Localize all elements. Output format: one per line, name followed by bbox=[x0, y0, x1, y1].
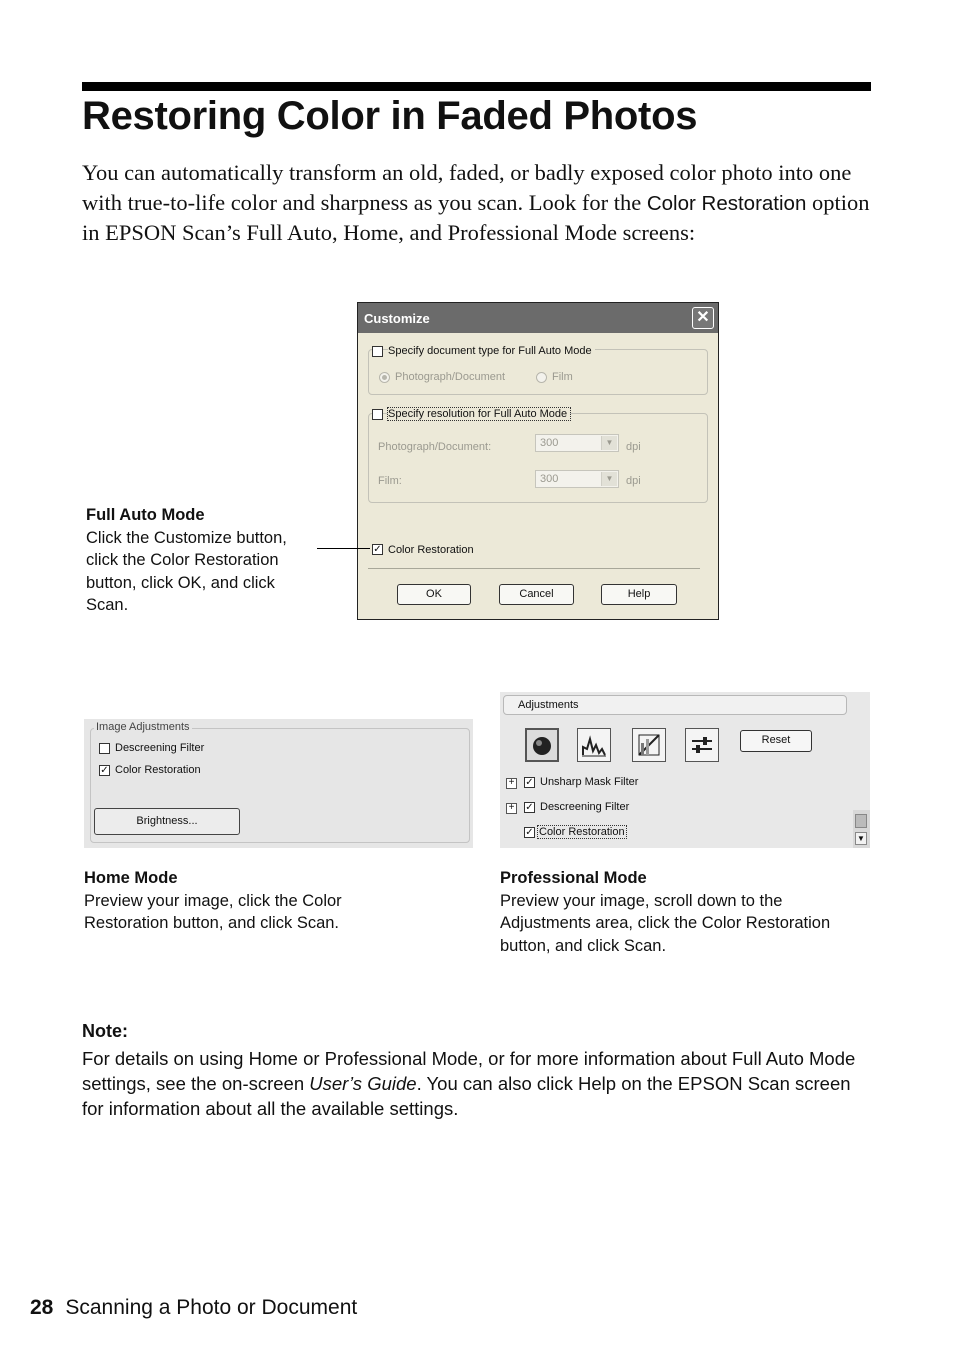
note-body bbox=[82, 1046, 872, 1121]
dpi-label-2: dpi bbox=[626, 475, 641, 487]
intro-text-2: option in EPSON Scan’s Full Auto, Home, and Professional Mode screens: bbox=[82, 189, 870, 245]
descreening-label: Descreening Filter bbox=[115, 742, 205, 754]
footer-section: Scanning a Photo or Document bbox=[65, 1296, 358, 1319]
scroll-down-icon[interactable]: ▼ bbox=[855, 832, 867, 845]
dialog-titlebar bbox=[358, 303, 718, 333]
descreening-checkbox[interactable] bbox=[99, 743, 110, 754]
film-resolution-value: 300 bbox=[540, 473, 559, 485]
caption-ui-term: Scan bbox=[623, 936, 662, 955]
caption-ui-term: Scan bbox=[296, 914, 335, 933]
ok-button[interactable]: OK bbox=[397, 584, 471, 605]
caption-text: button, click bbox=[86, 573, 178, 592]
dialog-title: Customize bbox=[364, 311, 430, 326]
histogram-icon[interactable] bbox=[577, 728, 611, 762]
expand-icon[interactable]: + bbox=[506, 778, 517, 789]
descreening-label: Descreening Filter bbox=[540, 801, 630, 813]
doc-type-label: Specify document type for Full Auto Mode bbox=[388, 345, 595, 357]
caption-ui-term: Color Restoration bbox=[701, 914, 831, 933]
resolution-group bbox=[368, 413, 708, 503]
dpi-label-1: dpi bbox=[626, 441, 641, 453]
film-label: Film: bbox=[378, 475, 402, 487]
full-auto-caption-title: Full Auto Mode bbox=[86, 506, 205, 524]
caption-text: , and click bbox=[201, 573, 275, 592]
full-auto-caption-body bbox=[86, 527, 318, 617]
radio-film-label: Film bbox=[552, 371, 573, 383]
caption-text: button, and click bbox=[168, 914, 297, 933]
chevron-down-icon: ▼ bbox=[601, 472, 617, 486]
resolution-checkbox[interactable] bbox=[372, 409, 383, 420]
home-caption-body bbox=[84, 890, 414, 935]
color-restoration-checkbox[interactable]: ✓ bbox=[373, 544, 382, 555]
chevron-down-icon: ▼ bbox=[601, 436, 617, 450]
users-guide-reference: User’s Guide bbox=[309, 1073, 417, 1094]
photo-doc-resolution-select[interactable] bbox=[535, 434, 619, 452]
radio-film[interactable] bbox=[536, 372, 547, 383]
scrollbar-thumb[interactable] bbox=[855, 814, 867, 828]
caption-ui-term: OK bbox=[177, 573, 202, 592]
radio-photo[interactable] bbox=[379, 372, 390, 383]
caption-text: Click the bbox=[86, 528, 154, 547]
home-mode-panel bbox=[84, 719, 473, 848]
unsharp-label: Unsharp Mask Filter bbox=[540, 776, 639, 788]
image-adjustment-icon[interactable] bbox=[685, 728, 719, 762]
close-icon[interactable]: ✕ bbox=[692, 307, 714, 329]
color-restoration-label: Color Restoration bbox=[115, 764, 201, 776]
brightness-button[interactable]: Brightness... bbox=[94, 808, 240, 835]
color-restoration-checkbox[interactable]: ✓ bbox=[525, 827, 534, 838]
home-caption-title: Home Mode bbox=[84, 869, 178, 887]
caption-text: . bbox=[123, 596, 129, 615]
image-adjustments-title: Image Adjustments bbox=[96, 721, 190, 733]
color-restoration-label: Color Restoration bbox=[388, 544, 474, 556]
caption-ui-term: Scan bbox=[86, 596, 124, 615]
note-text: on the EPSON Scan screen for information about all the available settings. bbox=[82, 1073, 851, 1119]
caption-text: button, and click bbox=[500, 936, 624, 955]
page-footer bbox=[30, 1296, 357, 1320]
scrollbar[interactable] bbox=[853, 810, 870, 848]
cancel-button[interactable]: Cancel bbox=[499, 584, 574, 605]
unsharp-checkbox[interactable]: ✓ bbox=[525, 777, 534, 788]
photo-doc-resolution-value: 300 bbox=[540, 437, 559, 449]
pro-caption-title: Professional Mode bbox=[500, 869, 647, 887]
color-restoration-checkbox[interactable]: ✓ bbox=[100, 765, 109, 776]
caption-text: Preview your image, click the bbox=[84, 891, 303, 910]
doc-type-checkbox[interactable] bbox=[372, 346, 383, 357]
expand-icon[interactable]: + bbox=[506, 803, 517, 814]
caption-ui-term: Color Restoration bbox=[84, 891, 342, 933]
note-title: Note: bbox=[82, 1021, 128, 1041]
reset-button[interactable]: Reset bbox=[740, 730, 812, 752]
heading-rule bbox=[82, 82, 871, 91]
pro-caption-body bbox=[500, 890, 840, 958]
home-mode-caption bbox=[84, 867, 414, 935]
adjustments-label: Adjustments bbox=[518, 699, 579, 711]
note-text: For details on using Home or Professional Mode, or for more information about Full Auto Mode settings, see the on-screen bbox=[82, 1048, 856, 1094]
caption-ui-term: Customize bbox=[153, 528, 232, 547]
callout-leader-line bbox=[317, 548, 370, 549]
intro-option-name: Color Restoration bbox=[646, 191, 807, 215]
caption-text: Preview your image, scroll down to the Adjustments area, click the bbox=[500, 891, 783, 933]
professional-mode-panel bbox=[500, 692, 870, 848]
note-text: . You can also click bbox=[416, 1073, 579, 1094]
caption-ui-term: Color Restoration bbox=[150, 551, 279, 570]
page-title: Restoring Color in Faded Photos bbox=[82, 94, 698, 138]
resolution-label: Specify resolution for Full Auto Mode bbox=[388, 408, 570, 420]
intro-text-1: You can automatically transform an old, faded, or badly exposed color photo into one with true-to-life color and sharpness as you scan. Look for the bbox=[82, 160, 852, 215]
caption-text: . bbox=[334, 914, 340, 933]
tone-correction-icon[interactable] bbox=[632, 728, 666, 762]
dialog-divider bbox=[368, 568, 700, 569]
customize-dialog bbox=[357, 302, 719, 620]
help-term: Help bbox=[578, 1073, 617, 1094]
film-resolution-select[interactable] bbox=[535, 470, 619, 488]
page-number: 28 bbox=[30, 1296, 54, 1319]
auto-exposure-icon[interactable] bbox=[525, 728, 559, 762]
professional-mode-caption bbox=[500, 867, 840, 957]
photo-doc-label: Photograph/Document: bbox=[378, 441, 492, 453]
color-restoration-label: Color Restoration bbox=[539, 826, 625, 838]
radio-photo-label: Photograph/Document bbox=[395, 371, 506, 383]
caption-text: button, click the bbox=[86, 528, 287, 570]
intro-paragraph bbox=[82, 158, 882, 248]
full-auto-caption bbox=[86, 504, 318, 617]
help-button[interactable]: Help bbox=[601, 584, 677, 605]
adjustments-header bbox=[503, 695, 847, 715]
caption-text: . bbox=[661, 936, 667, 955]
descreening-checkbox[interactable]: ✓ bbox=[525, 802, 534, 813]
